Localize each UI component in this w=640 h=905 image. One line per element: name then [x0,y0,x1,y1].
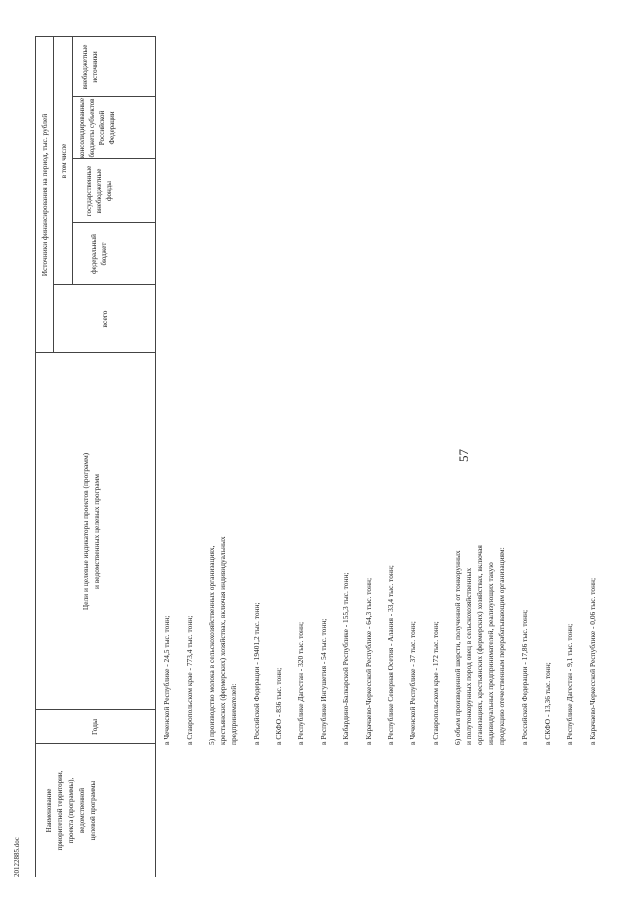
row-5: предпринимателей: [229,683,238,745]
table-top-border [35,37,36,877]
row-21: в СКФО - 13,36 тыс. тонн; [543,662,552,745]
row-9: в Республике Ингушетия - 54 тыс. тонн; [319,618,328,745]
row-15: 6) объем произведенной шерсти, полученной от тонкорунных [453,550,462,745]
row-1: в Чеченской Республике - 24,5 тыс. тонн; [162,615,171,745]
header-state-funds: государственные внебюджетные фонды [85,165,113,217]
row-13: в Чеченской Республике - 37 тыс. тонн; [408,621,417,745]
row-8: в Республике Дагестан - 320 тыс. тонн; [296,621,305,745]
row-3: 5) производство молока в сельскохозяйственных организациях, [207,545,216,745]
table-header-bottom-border [155,37,156,877]
row-11: в Карачаево-Черкесской Республике - 64,3 тыс. тонн; [364,577,373,745]
row-22: в Республике Дагестан - 9,1 тыс. тонн; [565,623,574,745]
row-17: организациях, крестьянских (фермерских) хозяйствах, включая [475,545,484,745]
header-including: в том числе [60,143,68,179]
row-16: и полутонкорунных пород овец в сельскохозяйственных [464,567,473,745]
header-years: Годы [90,718,99,736]
row-12: в Республике Северная Осетия - Алания - 33,4 тыс. тонн; [386,565,395,745]
row-10: в Кабардино-Балкарской Республике - 155,3 тыс. тонн; [341,572,350,745]
row-2: в Ставропольском крае - 773,4 тыс. тонн; [185,615,194,745]
including-bottom [72,37,73,285]
header-federal: федеральный бюджет [90,234,108,274]
row-23: в Карачаево-Черкесской Республике - 0,06 тыс. тонн; [588,577,597,745]
header-territory: Наименование приоритетной территории, проекта (программы), ведомственной целевой программы [45,770,97,851]
header-regional: консолидированные бюджеты субъектов Российской Федерации [78,98,116,158]
header-funding: Источники финансирования на период, тыс. рублей [40,113,49,277]
row-20: в Российской Федерации - 17,86 тыс. тонн; [520,609,529,745]
row-6: в Российской Федерации - 19401,2 тыс. тонн; [252,602,261,745]
row-19: продукцию отечественным перерабатывающим организациям: [497,547,506,745]
row-14: в Ставропольском крае - 172 тыс. тонн; [431,621,440,745]
row-4: крестьянских (фермерских) хозяйствах, включая индивидуальных [218,536,227,745]
header-extrabudget: внебюджетные источники [81,44,99,90]
page-number: 57 [456,449,471,462]
document-id: 20122885.doc [13,837,21,877]
header-targets: Цели и целевые индикаторы проектов (программ) и ведомственных целевых программ [81,452,101,611]
header-total: всего [100,310,109,328]
row-7: в СКФО - 836 тыс. тонн; [274,667,283,745]
funding-header-bottom [53,37,54,353]
row-18: индивидуальных предпринимателей, реализующих такую [486,562,495,745]
